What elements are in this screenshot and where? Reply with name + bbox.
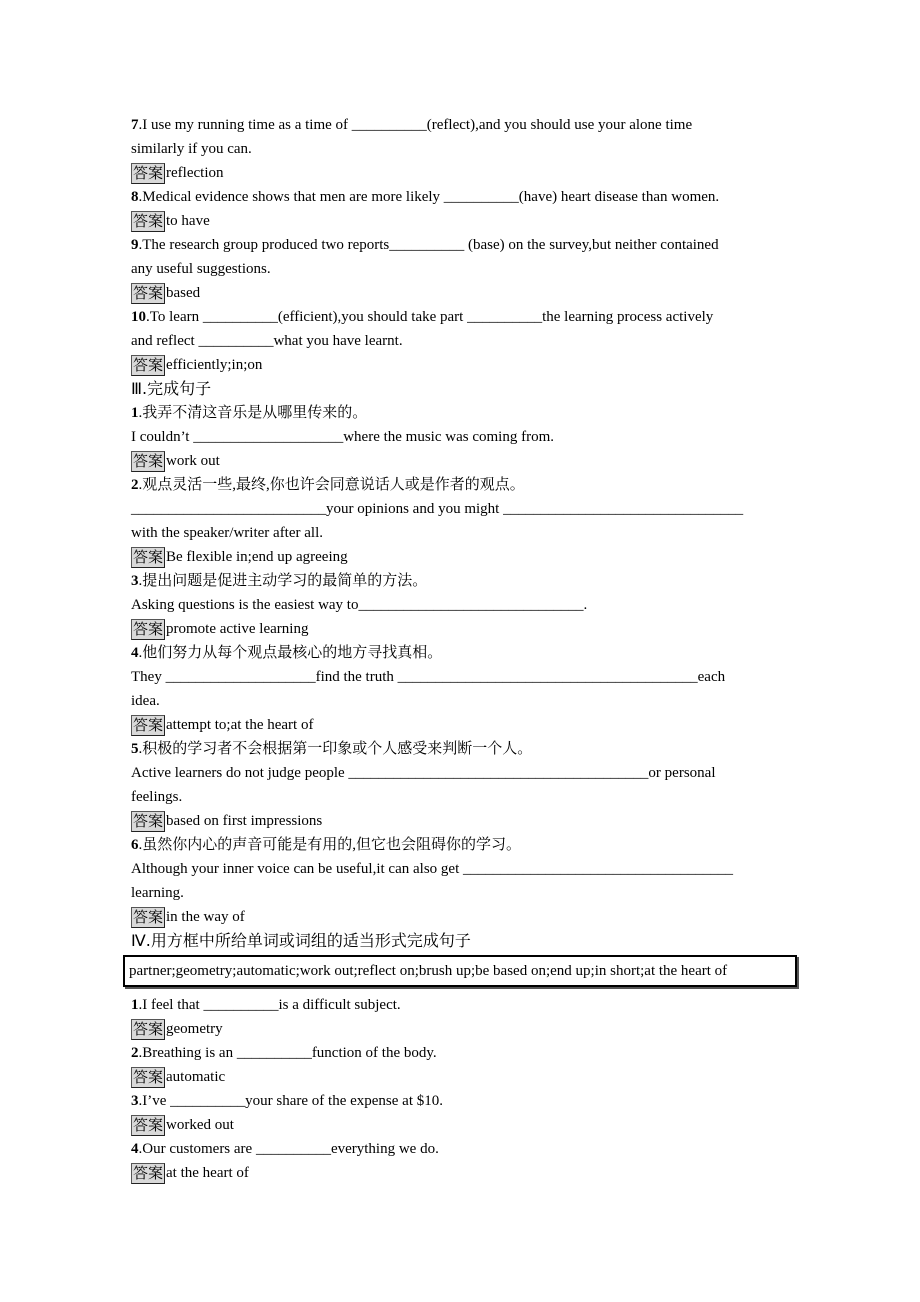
answer-label: 答案 — [133, 1020, 164, 1039]
question-line — [131, 233, 811, 257]
question-number: 9 — [131, 237, 139, 253]
text-line: I couldn’t ____________________where the music was coming from. — [131, 429, 554, 445]
answer-label: 答案 — [133, 812, 164, 831]
text-line: similarly if you can. — [131, 141, 252, 157]
question-line — [131, 1137, 811, 1161]
answer-label: 答案 — [133, 452, 164, 471]
question-line — [131, 1089, 811, 1113]
text-line: Although your inner voice can be useful,it can also get ____________________________________ — [131, 861, 733, 877]
answer-label: 答案 — [133, 908, 164, 927]
answer-label: 答案 — [133, 620, 164, 639]
question-line — [131, 401, 811, 425]
answer-label: 答案 — [133, 356, 164, 375]
question-number: 10 — [131, 309, 146, 325]
answer-text: efficiently;in;on — [166, 357, 263, 373]
answer-text: reflection — [166, 165, 224, 181]
question-text: .虽然你内心的声音可能是有用的,但它也会阻碍你的学习。 — [138, 837, 522, 853]
answer-line — [131, 809, 811, 833]
question-text: .他们努力从每个观点最核心的地方寻找真相。 — [138, 645, 443, 661]
question-number: 5 — [131, 741, 139, 757]
text-line: any useful suggestions. — [131, 261, 271, 277]
question-number: 3 — [131, 1093, 139, 1109]
answer-line — [131, 545, 811, 569]
answer-text: worked out — [166, 1117, 234, 1133]
question-line — [131, 737, 811, 761]
answer-text: to have — [166, 213, 210, 229]
question-text: .Our customers are __________everything we do. — [138, 1141, 439, 1157]
question-number: 4 — [131, 645, 139, 661]
answer-line — [131, 449, 811, 473]
question-number: 1 — [131, 997, 139, 1013]
text-line: with the speaker/writer after all. — [131, 525, 323, 541]
question-number: 7 — [131, 117, 139, 133]
answer-line — [131, 617, 811, 641]
answer-line — [131, 1113, 811, 1137]
answer-line — [131, 209, 811, 233]
section-heading: Ⅳ.用方框中所给单词或词组的适当形式完成句子 — [131, 931, 471, 950]
answer-text: in the way of — [166, 909, 245, 925]
question-text: .积极的学习者不会根据第一印象或个人感受来判断一个人。 — [138, 741, 533, 757]
answer-line — [131, 353, 811, 377]
answer-text: promote active learning — [166, 621, 309, 637]
question-line — [131, 473, 811, 497]
answer-text: work out — [166, 453, 220, 469]
answer-line — [131, 1017, 811, 1041]
exercise-content — [131, 113, 811, 1185]
question-number: 3 — [131, 573, 139, 589]
question-text: .观点灵活一些,最终,你也许会同意说话人或是作者的观点。 — [138, 477, 525, 493]
text-line: Active learners do not judge people ________________________________________or personal — [131, 765, 716, 781]
question-line — [131, 1041, 811, 1065]
answer-label: 答案 — [133, 164, 164, 183]
question-line — [131, 185, 811, 209]
answer-line — [131, 161, 811, 185]
answer-text: based on first impressions — [166, 813, 323, 829]
question-number: 1 — [131, 405, 139, 421]
question-text: .Medical evidence shows that men are more likely __________(have) heart disease than women. — [138, 189, 720, 205]
question-number: 2 — [131, 1045, 139, 1061]
answer-text: based — [166, 285, 201, 301]
text-line: __________________________your opinions and you might ________________________________ — [131, 501, 744, 517]
question-number: 4 — [131, 1141, 139, 1157]
question-number: 2 — [131, 477, 139, 493]
answer-line — [131, 1065, 811, 1089]
answer-text: geometry — [166, 1021, 223, 1037]
answer-label: 答案 — [133, 284, 164, 303]
section-heading: Ⅲ.完成句子 — [131, 379, 212, 398]
text-line: feelings. — [131, 789, 183, 805]
question-line — [131, 113, 811, 137]
question-text: .I feel that __________is a difficult subject. — [138, 997, 401, 1013]
answer-line — [131, 281, 811, 305]
answer-label: 答案 — [133, 1068, 164, 1087]
question-text: .我弄不清这音乐是从哪里传来的。 — [138, 405, 368, 421]
answer-line — [131, 1161, 811, 1185]
answer-line — [131, 905, 811, 929]
answer-label: 答案 — [133, 212, 164, 231]
answer-text: automatic — [166, 1069, 226, 1085]
text-line: They ____________________find the truth ________________________________________each — [131, 669, 726, 685]
question-text: .I use my running time as a time of __________(reflect),and you should use your alone time — [138, 117, 693, 133]
question-line — [131, 833, 811, 857]
answer-line — [131, 713, 811, 737]
answer-label: 答案 — [133, 548, 164, 567]
question-line — [131, 305, 811, 329]
question-text: .The research group produced two reports__________ (base) on the survey,but neither contained — [138, 237, 719, 253]
word-bank-box: partner;geometry;automatic;work out;reflect on;brush up;be based on;end up;in short;at the heart of — [123, 955, 797, 987]
question-line — [131, 641, 811, 665]
text-line: learning. — [131, 885, 184, 901]
question-text: .I’ve __________your share of the expense at $10. — [138, 1093, 443, 1109]
question-line — [131, 569, 811, 593]
question-number: 8 — [131, 189, 139, 205]
text-line: idea. — [131, 693, 160, 709]
question-text: .Breathing is an __________function of the body. — [138, 1045, 437, 1061]
question-text: .To learn __________(efficient),you should take part __________the learning process actively — [146, 309, 714, 325]
answer-label: 答案 — [133, 1116, 164, 1135]
answer-label: 答案 — [133, 716, 164, 735]
question-text: .提出问题是促进主动学习的最简单的方法。 — [138, 573, 428, 589]
text-line: and reflect __________what you have learnt. — [131, 333, 403, 349]
question-number: 6 — [131, 837, 139, 853]
answer-text: Be flexible in;end up agreeing — [166, 549, 348, 565]
text-line: Asking questions is the easiest way to______________________________. — [131, 597, 588, 613]
question-line — [131, 993, 811, 1017]
answer-label: 答案 — [133, 1164, 164, 1183]
answer-text: at the heart of — [166, 1165, 249, 1181]
answer-text: attempt to;at the heart of — [166, 717, 314, 733]
